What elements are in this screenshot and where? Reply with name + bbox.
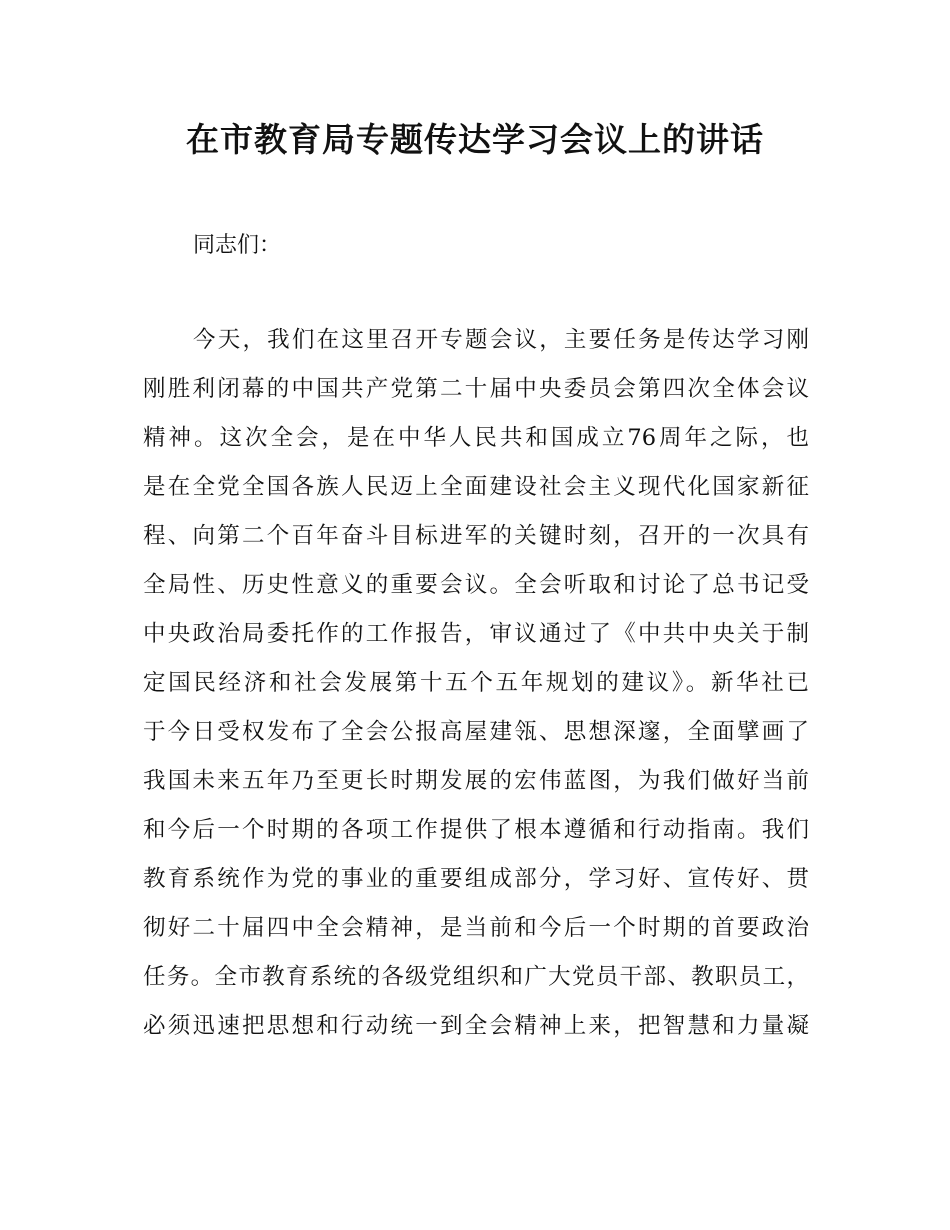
paragraph-line: 全局性、历史性意义的重要会议。全会听取和讨论了总书记受 [143, 572, 809, 598]
paragraph-line: 和今后一个时期的各项工作提供了根本遵循和行动指南。我们 [143, 817, 809, 843]
paragraph-line: 于今日受权发布了全会公报高屋建瓴、思想深邃，全面擘画了 [143, 719, 809, 745]
body-paragraph [143, 316, 809, 1051]
paragraph-line: 必须迅速把思想和行动统一到全会精神上来，把智慧和力量凝 [143, 1013, 809, 1039]
paragraph-line: 精神。这次全会，是在中华人民共和国成立76周年之际，也 [143, 425, 809, 451]
paragraph-line: 刚胜利闭幕的中国共产党第二十届中央委员会第四次全体会议 [143, 376, 809, 402]
salutation: 同志们： [193, 233, 282, 258]
paragraph-line: 是在全党全国各族人民迈上全面建设社会主义现代化国家新征 [143, 474, 809, 500]
paragraph-line: 我国未来五年乃至更长时期发展的宏伟蓝图，为我们做好当前 [143, 768, 809, 794]
paragraph-line: 任务。全市教育系统的各级党组织和广大党员干部、教职员工， [143, 964, 809, 990]
paragraph-line: 中央政治局委托作的工作报告，审议通过了《中共中央关于制 [143, 621, 809, 647]
paragraph-line: 今天，我们在这里召开专题会议，主要任务是传达学习刚 [193, 327, 809, 353]
document-title: 在市教育局专题传达学习会议上的讲话 [186, 120, 764, 159]
paragraph-line: 教育系统作为党的事业的重要组成部分，学习好、宣传好、贯 [143, 866, 809, 892]
paragraph-line: 定国民经济和社会发展第十五个五年规划的建议》。新华社已 [143, 670, 809, 696]
paragraph-line: 程、向第二个百年奋斗目标进军的关键时刻，召开的一次具有 [143, 523, 809, 549]
paragraph-line: 彻好二十届四中全会精神，是当前和今后一个时期的首要政治 [143, 915, 809, 941]
